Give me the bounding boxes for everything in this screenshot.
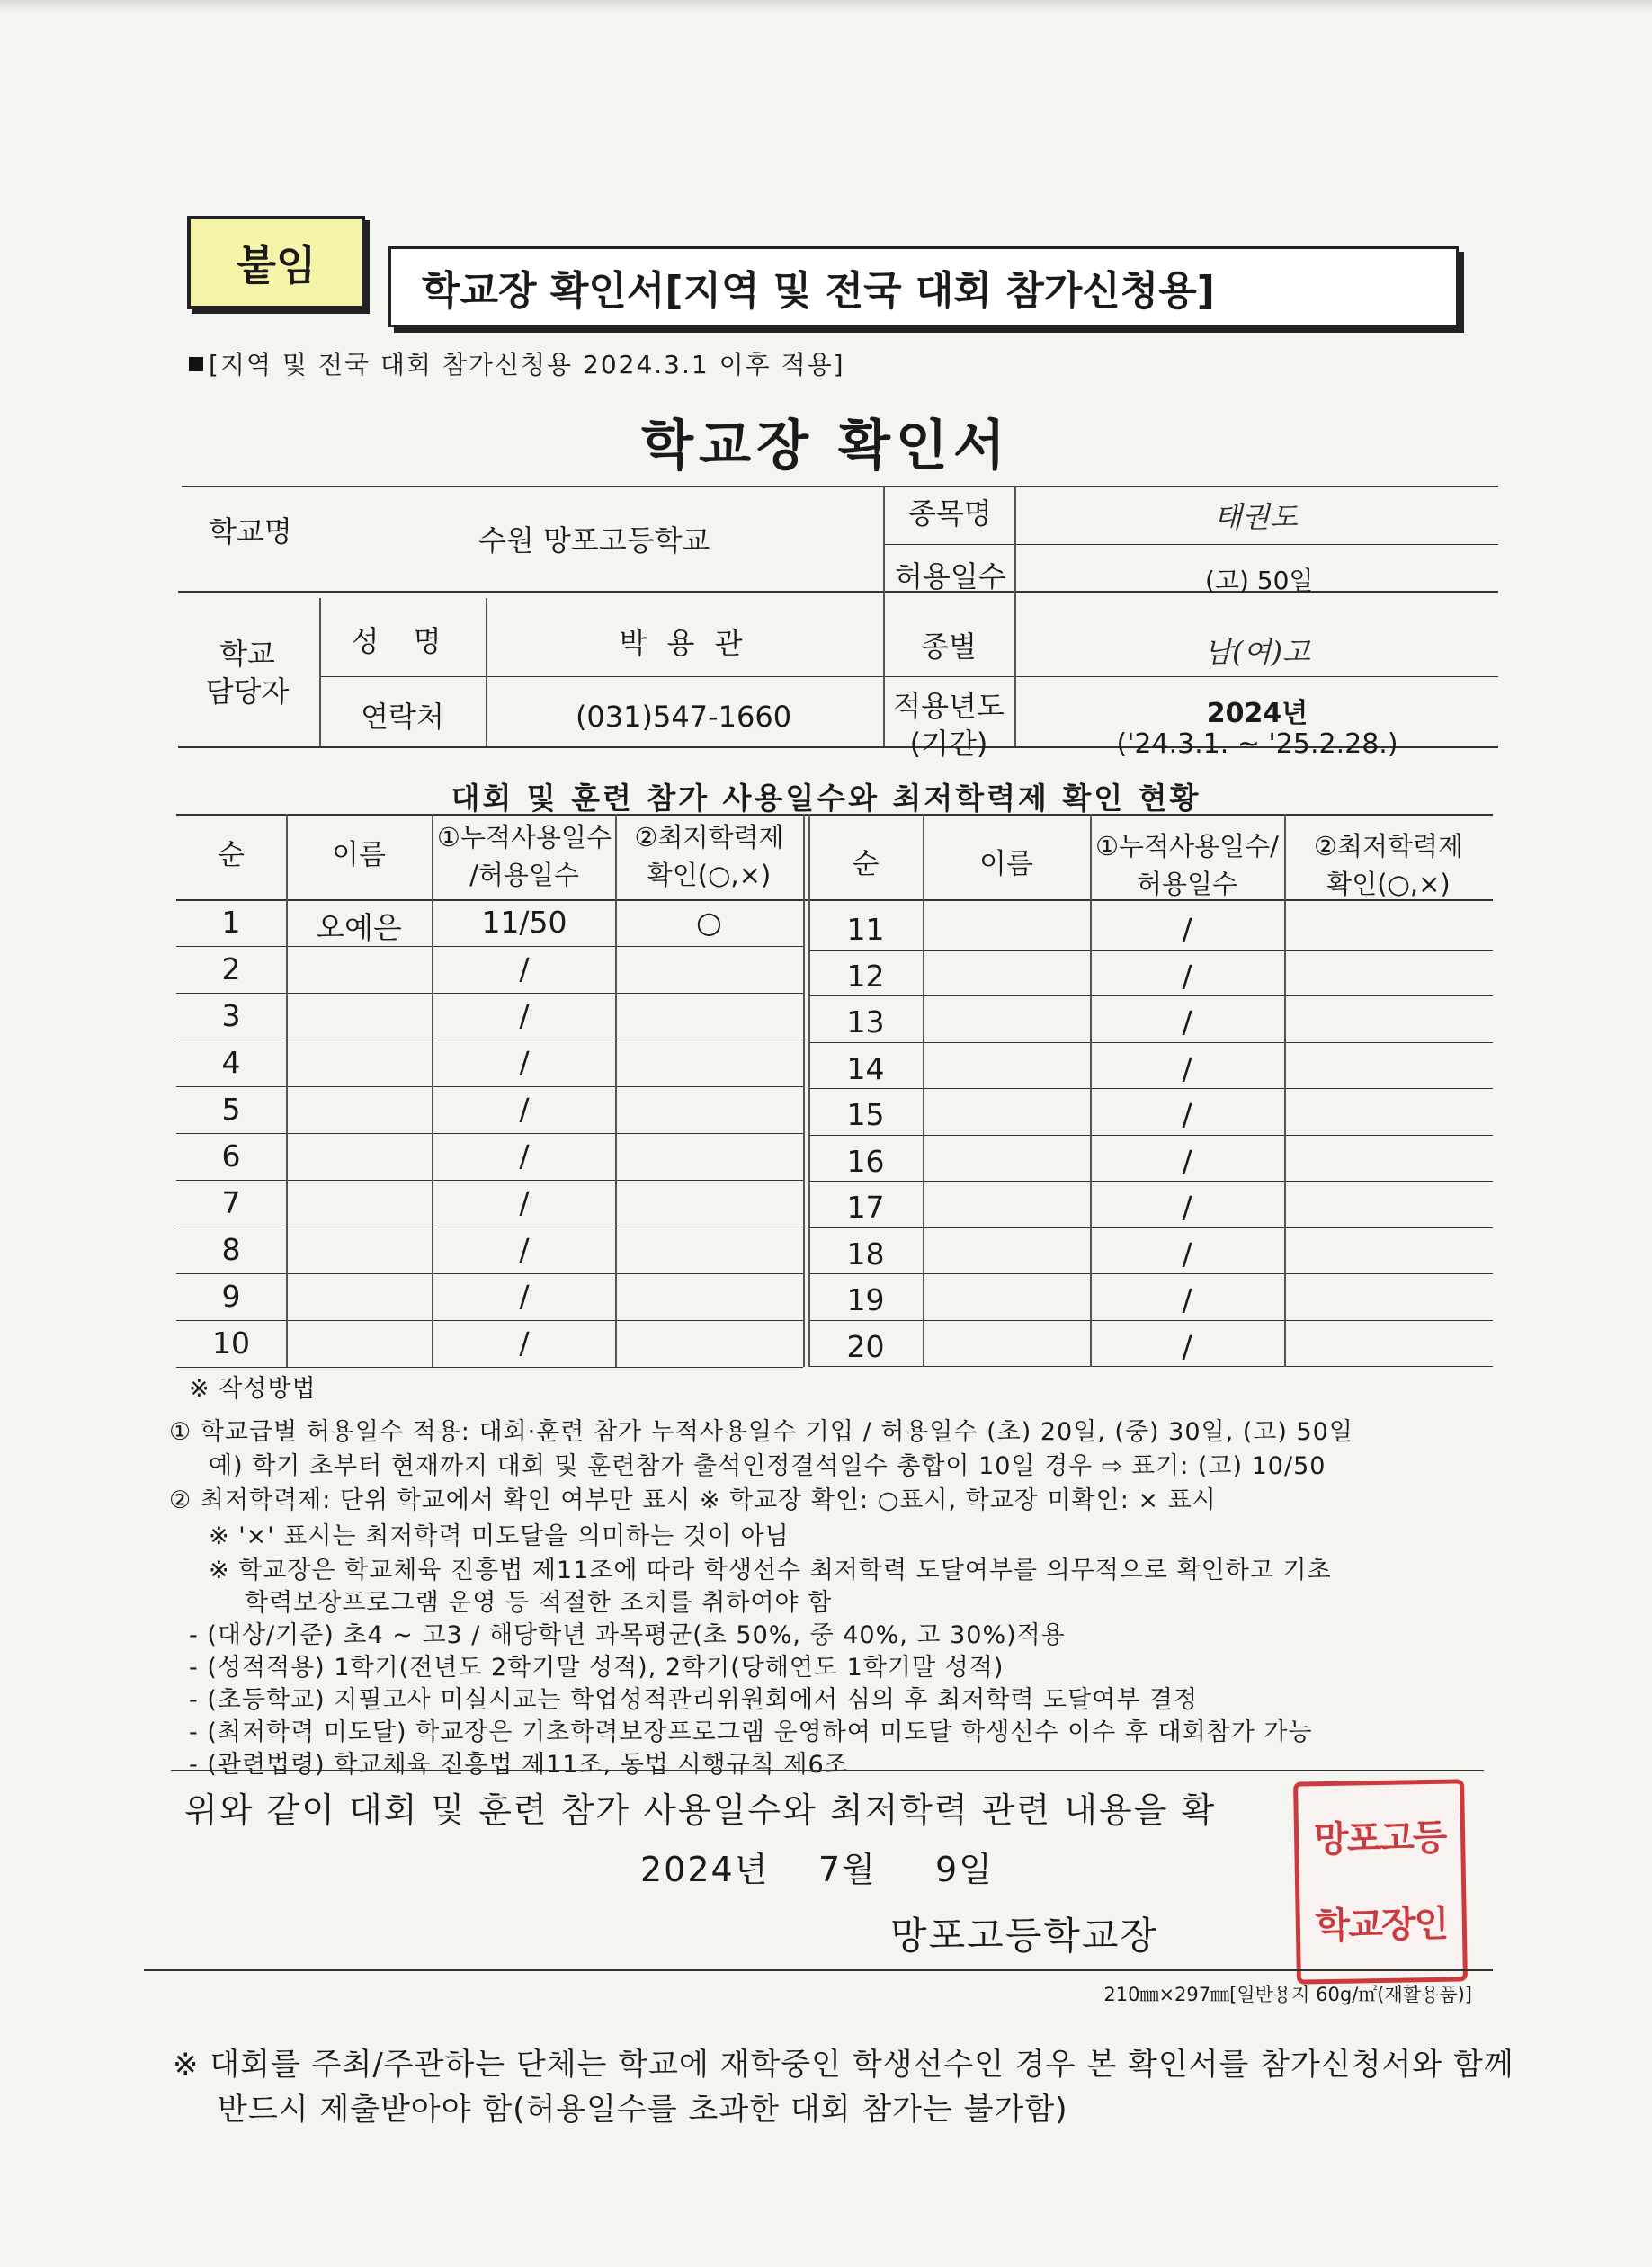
- event-value: 태권도: [1214, 500, 1298, 534]
- year-value: 2024년: [1206, 698, 1308, 729]
- roster-row-rule: [176, 1180, 803, 1181]
- row-days: /: [1182, 1236, 1192, 1272]
- info-rule: [883, 676, 1498, 677]
- notes-line: ※ '×' 표시는 최저학력 미도달을 의미하는 것이 아님: [209, 1522, 790, 1550]
- row-number: 7: [221, 1185, 241, 1220]
- row-number: 17: [846, 1190, 885, 1225]
- row-days: /: [1182, 1190, 1192, 1225]
- confirmation-statement: 위와 같이 대회 및 훈련 참가 사용일수와 최저학력 관련 내용을 확: [184, 1790, 1217, 1830]
- header-days-right-1: ①누적사용일수/: [1095, 831, 1279, 861]
- allowed-days-label: 허용일수: [895, 559, 1006, 594]
- notes-line: ② 최저학력제: 단위 학교에서 확인 여부만 표시 ※ 학교장 확인: ○표시, 학교장 미확인: × 표시: [169, 1486, 1217, 1514]
- staff-label-2: 담당자: [205, 674, 290, 709]
- notes-line: - (초등학교) 지필고사 미실시교는 학업성적관리위원회에서 심의 후 최저학력 도달여부 결정: [189, 1686, 1199, 1714]
- roster-row-rule: [808, 1042, 1493, 1043]
- paper-spec: 210㎜×297㎜[일반용지 60g/㎡(재활용품)]: [1103, 1984, 1472, 2005]
- row-number: 5: [221, 1092, 241, 1127]
- apply-note: [지역 및 전국 대회 참가신청용 2024.3.1 이후 적용]: [189, 345, 845, 381]
- staff-name-label: 성 명: [351, 624, 454, 658]
- header-academic-2: 확인(○,×): [647, 860, 772, 890]
- row-number: 13: [846, 1004, 885, 1040]
- info-rule: [319, 676, 886, 677]
- staff-name-value: 박 용 관: [619, 626, 748, 660]
- attachment-tag: 붙임: [187, 216, 365, 309]
- official-seal-stamp: [1293, 1779, 1468, 1984]
- roster-row-rule: [808, 1088, 1493, 1089]
- info-divider: [319, 598, 321, 746]
- roster-row-rule: [808, 1366, 1493, 1367]
- roster-row-rule: [176, 1320, 803, 1321]
- notes-bottom-rule: [171, 1770, 1484, 1771]
- gender-value: 남(여)고: [1204, 635, 1310, 669]
- roster-row-rule: [176, 993, 803, 994]
- roster-row-rule: [808, 995, 1493, 996]
- allowed-days-value: (고) 50일: [1205, 566, 1314, 595]
- notes-line: - (대상/기준) 초4 ~ 고3 / 해당학년 과목평균(초 50%, 중 40%, 고 30%)적용: [189, 1621, 1066, 1649]
- row-number: 12: [846, 958, 885, 994]
- row-number: 9: [221, 1279, 241, 1314]
- info-top-rule: [182, 486, 1498, 487]
- principal-title: 망포고등학교장: [890, 1914, 1159, 1958]
- row-number: 2: [221, 951, 241, 986]
- stamp-text-top: 망포고등: [1313, 1816, 1446, 1861]
- roster-row-rule: [808, 1227, 1493, 1228]
- year-label-1: 적용년도: [893, 689, 1005, 723]
- roster-row-rule: [808, 1135, 1493, 1136]
- row-number: 16: [846, 1143, 885, 1179]
- gender-label: 종별: [921, 629, 977, 664]
- row-days: /: [1182, 1004, 1192, 1040]
- roster-top-rule: [176, 814, 1493, 816]
- scan-edge: [0, 0, 1652, 13]
- confirmation-year: 2024년: [640, 1850, 770, 1889]
- year-label-2: (기간): [909, 727, 988, 761]
- roster-row-rule: [176, 1367, 803, 1368]
- header-name: 이름: [332, 839, 386, 871]
- roster-row-rule: [176, 1086, 803, 1087]
- row-number: 19: [846, 1282, 885, 1317]
- row-number: 8: [221, 1232, 241, 1267]
- row-number: 3: [221, 998, 241, 1033]
- row-days: /: [1182, 1143, 1192, 1179]
- square-bullet-icon: [189, 357, 203, 371]
- row-number: 14: [846, 1050, 885, 1086]
- row-number: 20: [846, 1328, 885, 1364]
- staff-contact-label: 연락처: [361, 700, 444, 734]
- notes-heading: ※ 작성방법: [189, 1375, 317, 1403]
- header-no-right: 순: [852, 848, 880, 880]
- notes-line: - (성적적용) 1학기(전년도 2학기말 성적), 2학기(당해연도 1학기말 성적): [189, 1654, 1005, 1682]
- event-label: 종목명: [908, 496, 992, 531]
- row-number: 15: [846, 1097, 885, 1132]
- footer-rule: [144, 1969, 1493, 1971]
- row-days: /: [519, 998, 530, 1033]
- header-academic-1: ②최저학력제: [634, 822, 784, 852]
- roster-row-rule: [808, 950, 1493, 951]
- row-days: 11/50: [481, 905, 567, 940]
- roster-section-title: 대회 및 훈련 참가 사용일수와 최저학력제 확인 현황: [451, 781, 1201, 816]
- submission-note-line-1: ※ 대회를 주최/주관하는 단체는 학교에 재학중인 학생선수인 경우 본 확인서를 참가신청서와 함께: [173, 2047, 1514, 2083]
- notes-line: ※ 학교장은 학교체육 진흥법 제11조에 따라 학생선수 최저학력 도달여부를 의무적으로 확인하고 기초: [209, 1557, 1332, 1584]
- info-divider: [883, 486, 885, 746]
- row-number: 6: [221, 1138, 241, 1174]
- row-days: /: [1182, 1328, 1192, 1364]
- header-academic-right-2: 확인(○,×): [1326, 869, 1451, 899]
- submission-note-line-2: 반드시 제출받아야 함(허용일수를 초과한 대회 참가는 불가함): [218, 2092, 1068, 2128]
- roster-row-rule: [808, 1273, 1493, 1274]
- row-academic-check: ○: [696, 905, 722, 940]
- document-title: 학교장 확인서: [641, 415, 1011, 477]
- row-days: /: [519, 1045, 530, 1080]
- row-number: 10: [212, 1325, 250, 1361]
- roster-row-rule: [176, 1273, 803, 1274]
- row-days: /: [519, 1232, 530, 1267]
- roster-row-rule: [808, 1320, 1493, 1321]
- notes-line: 예) 학기 초부터 현재까지 대회 및 훈련참가 출석인정결석일수 총합이 10일 경우 ⇨ 표기: (고) 10/50: [209, 1452, 1326, 1480]
- header-name-right: 이름: [979, 848, 1033, 880]
- form-header-title: 학교장 확인서[지역 및 전국 대회 참가신청용]: [388, 246, 1459, 327]
- row-days: /: [519, 1185, 530, 1220]
- school-name-label: 학교명: [209, 514, 292, 549]
- notes-line: ① 학교급별 허용일수 적용: 대회·훈련 참가 누적사용일수 기입 / 허용일수 (초) 20일, (중) 30일, (고) 50일: [169, 1418, 1353, 1446]
- row-days: /: [519, 1279, 530, 1314]
- stamp-text-bottom: 학교장인: [1315, 1902, 1448, 1947]
- staff-contact-value: (031)547-1660: [575, 700, 792, 734]
- row-number: 11: [846, 912, 885, 947]
- row-days: /: [519, 1092, 530, 1127]
- header-days-2: /허용일수: [469, 860, 579, 890]
- confirmation-day: 9일: [935, 1850, 994, 1889]
- row-days: /: [1182, 1050, 1192, 1086]
- info-rule: [883, 544, 1498, 545]
- roster-row-rule: [176, 1133, 803, 1134]
- roster-col-divider: [923, 814, 924, 1367]
- row-number: 1: [221, 905, 241, 940]
- header-academic-right-1: ②최저학력제: [1313, 831, 1464, 861]
- notes-line: - (관련법령) 학교체육 진흥법 제11조, 동법 시행규칙 제6조: [189, 1751, 849, 1779]
- row-days: /: [1182, 912, 1192, 947]
- row-days: /: [519, 1325, 530, 1361]
- roster-center-divider: [803, 814, 805, 1367]
- row-name: 오예은: [316, 910, 402, 945]
- confirmation-month: 7월: [818, 1850, 877, 1889]
- row-days: /: [519, 951, 530, 986]
- info-divider: [486, 598, 487, 746]
- row-number: 4: [221, 1045, 241, 1080]
- row-number: 18: [846, 1236, 885, 1272]
- header-no: 순: [218, 839, 245, 871]
- roster-row-rule: [176, 946, 803, 947]
- notes-line: 학력보장프로그램 운영 등 적절한 조치를 취하여야 함: [245, 1589, 833, 1617]
- roster-col-divider: [286, 814, 288, 1367]
- header-days-right-2: 허용일수: [1136, 869, 1238, 899]
- row-days: /: [1182, 958, 1192, 994]
- school-name-value: 수원 망포고등학교: [478, 523, 710, 558]
- row-days: /: [1182, 1097, 1192, 1132]
- row-days: /: [519, 1138, 530, 1174]
- year-period: ('24.3.1. ~ '25.2.28.): [1116, 728, 1398, 760]
- staff-label-1: 학교: [219, 637, 275, 671]
- notes-line: - (최저학력 미도달) 학교장은 기초학력보장프로그램 운영하여 미도달 학생선수 이수 후 대회참가 가능: [189, 1718, 1313, 1746]
- header-days-1: ①누적사용일수: [436, 822, 612, 852]
- row-days: /: [1182, 1282, 1192, 1317]
- roster-row-rule: [808, 1181, 1493, 1182]
